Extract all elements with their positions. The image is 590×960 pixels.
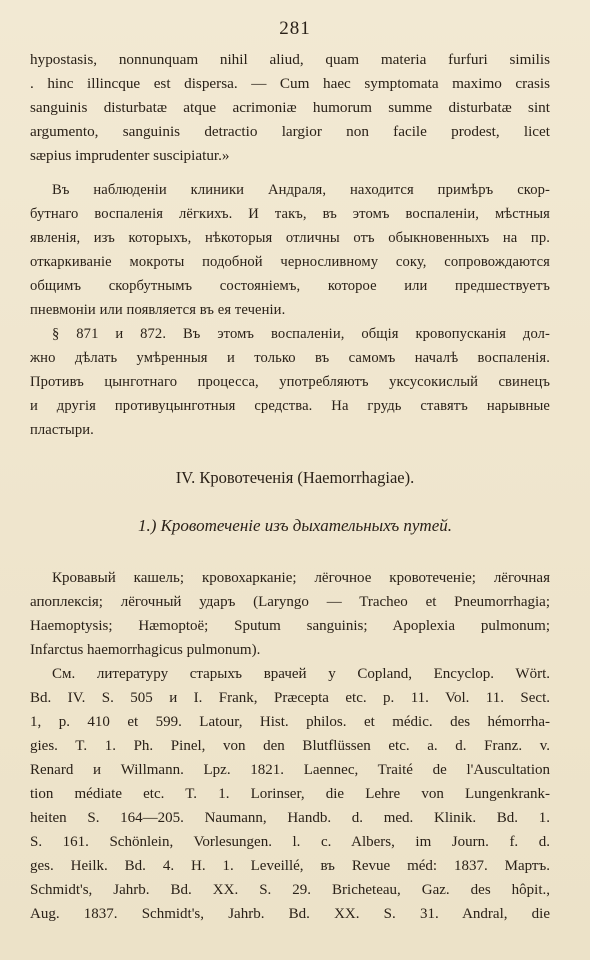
text-line: откаркиваніе мокроты подобной черносливному соку, сопровождаются xyxy=(30,254,550,270)
text-line: tion médiate etc. T. 1. Lorinser, die Lehre von Lungenkrank- xyxy=(30,786,550,802)
text-line: gies. T. 1. Ph. Pinel, von den Blutflüssen etc. a. d. Franz. v. xyxy=(30,738,550,754)
text-line: и другія противуцынготныя средства. На грудь ставятъ нарывные xyxy=(30,398,550,414)
text-line: Aug. 1837. Schmidt's, Jahrb. Bd. XX. S. 31. Andral, die xyxy=(30,906,550,922)
text-line: См. литературу старыхъ врачей у Copland, Encyclop. Wört. xyxy=(52,666,550,682)
text-line: hypostasis, nonnunquam nihil aliud, quam materia furfuri similis xyxy=(30,51,550,68)
text-line: Кровавый кашель; кровохарканіе; лёгочное кровотеченіе; лёгочная xyxy=(52,570,550,586)
text-line: 1, p. 410 et 599. Latour, Hist. philos. et médic. des hémorrha- xyxy=(30,714,550,730)
text-line: Въ наблюденіи клиники Андраля, находится примѣръ скор- xyxy=(52,182,550,198)
text-line: ges. Heilk. Bd. 4. H. 1. Leveillé, въ Revue méd: 1837. Мартъ. xyxy=(30,858,550,874)
text-line: пневмоніи или появляется въ ея теченіи. xyxy=(30,302,286,318)
text-line: общимъ скорбутнымъ состояніемъ, которое или предшествуетъ xyxy=(30,278,550,294)
text-line: sæpius imprudenter suscipiatur.» xyxy=(30,147,230,164)
text-line: Infarctus haemorrhagicus pulmonum). xyxy=(30,642,261,658)
text-line: . hinc illincque est dispersa. — Cum haec symptomata maximo crasis xyxy=(30,75,550,92)
text-line: бутнаго воспаленія лёгкихъ. И такъ, въ этомъ воспаленіи, мѣстныя xyxy=(30,206,550,222)
text-line: пластыри. xyxy=(30,422,94,438)
clinic-observation-paragraph xyxy=(30,178,550,322)
treatment-paragraph xyxy=(30,322,550,442)
latin-quote-paragraph xyxy=(30,48,550,168)
text-line: Schmidt's, Jahrb. Bd. XX. S. 29. Bricheteau, Gaz. des hôpit., xyxy=(30,882,550,898)
text-line: argumento, sanguinis detractio largior non facile prodest, licet xyxy=(30,123,550,140)
text-line: sanguinis disturbatæ atque acrimoniæ humorum summe disturbatæ sint xyxy=(30,99,550,116)
section-heading: IV. Кровотеченія (Haemorrhagiae). xyxy=(175,468,415,487)
text-line: heiten S. 164—205. Naumann, Handb. d. med. Klinik. Bd. 1. xyxy=(30,810,550,826)
text-line: Противъ цынготнаго процесса, употребляютъ уксусокислый свинецъ xyxy=(30,374,550,390)
page-number: 281 xyxy=(279,18,311,39)
synonyms-paragraph xyxy=(30,566,550,662)
text-line: жно дѣлать умѣренныя и только въ самомъ началѣ воспаленія. xyxy=(30,350,550,366)
references-paragraph xyxy=(30,662,550,926)
text-line: явленія, изъ которыхъ, нѣкоторыя отличны отъ обыкновенныхъ на пр. xyxy=(30,230,550,246)
text-line: § 871 и 872. Въ этомъ воспаленіи, общія кровопусканія дол- xyxy=(52,326,550,342)
subsection-heading: 1.) Кровотеченіе изъ дыхательныхъ путей. xyxy=(137,516,453,535)
text-line: Renard и Willmann. Lpz. 1821. Laennec, Traité de l'Auscultation xyxy=(30,762,550,778)
text-line: S. 161. Schönlein, Vorlesungen. l. c. Albers, im Journ. f. d. xyxy=(30,834,550,850)
text-line: Bd. IV. S. 505 и I. Frank, Præcepta etc. p. 11. Vol. 11. Sect. xyxy=(30,690,550,706)
text-line: апоплексія; лёгочный ударъ (Laryngo — Tracheo et Pneumorrhagia; xyxy=(30,594,550,610)
text-line: Haemoptysis; Hæmoptoë; Sputum sanguinis; Apoplexia pulmonum; xyxy=(30,618,550,634)
